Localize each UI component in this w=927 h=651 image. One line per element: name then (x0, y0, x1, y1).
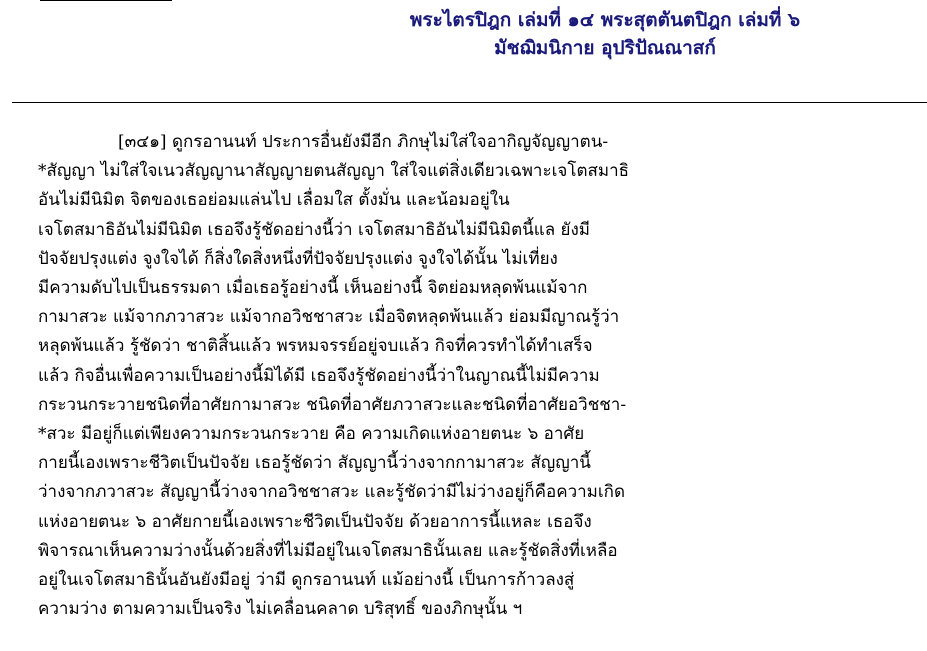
scripture-passage (38, 128, 818, 624)
passage-line: *สวะ มีอยู่ก็แต่เพียงความกระวนกระวาย คือ ความเกิดแห่งอายตนะ ๖ อาศัย (38, 424, 585, 445)
passage-line: [๓๔๑] ดูกรอานนท์ ประการอื่นยังมีอีก ภิกษุไม่ใส่ใจอากิญจัญญาตน- (118, 132, 609, 152)
header-title-line-2: มัชฌิมนิกาย อุปริปัณณาสก์ (494, 37, 716, 59)
passage-line: อันไม่มีนิมิต จิตของเธอย่อมแล่นไป เลื่อมใส ตั้งมั่น และน้อมอยู่ใน (38, 190, 510, 211)
passage-line: ความว่าง ตามความเป็นจริง ไม่เคลื่อนคลาด บริสุทธิ์ ของภิกษุนั้น ฯ (38, 599, 523, 620)
passage-line: มีความดับไปเป็นธรรมดา เมื่อเธอรู้อย่างนี้ เห็นอย่างนี้ จิตย่อมหลุดพ้นแม้จาก (38, 278, 588, 299)
page-header (300, 6, 910, 62)
passage-line: ปัจจัยปรุงแต่ง จูงใจได้ ก็สิ่งใดสิ่งหนึ่งที่ปัจจัยปรุงแต่ง จูงใจได้นั้น ไม่เที่ยง (38, 248, 558, 269)
passage-line: กามาสวะ แม้จากภวาสวะ แม้จากอวิชชาสวะ เมื่อจิตหลุดพ้นแล้ว ย่อมมีญาณรู้ว่า (38, 307, 620, 328)
passage-line: กายนี้เองเพราะชีวิตเป็นปัจจัย เธอรู้ชัดว่า สัญญานี้ว่างจากกามาสวะ สัญญานี้ (38, 453, 591, 474)
header-title-line-1: พระไตรปิฎก เล่มที่ ๑๔ พระสุตตันตปิฎก เล่มที่ ๖ (409, 9, 801, 31)
passage-line: ว่างจากภวาสวะ สัญญานี้ว่างจากอวิชชาสวะ และรู้ชัดว่ามีไม่ว่างอยู่ก็คือความเกิด (38, 482, 626, 503)
top-rule-fragment (40, 0, 172, 1)
header-divider (12, 102, 927, 103)
passage-line: หลุดพ้นแล้ว รู้ชัดว่า ชาติสิ้นแล้ว พรหมจรรย์อยู่จบแล้ว กิจที่ควรทำได้ทำเสร็จ (38, 336, 593, 357)
passage-line: อยู่ในเจโตสมาธินั้นอันยังมีอยู่ ว่ามี ดูกรอานนท์ แม้อย่างนี้ เป็นการก้าวลงสู่ (38, 570, 575, 591)
passage-line: แห่งอายตนะ ๖ อาศัยกายนี้เองเพราะชีวิตเป็นปัจจัย ด้วยอาการนี้แหละ เธอจึง (38, 511, 592, 532)
passage-line: พิจารณาเห็นความว่างนั้นด้วยสิ่งที่ไม่มีอยู่ในเจโตสมาธินั้นเลย และรู้ชัดสิ่งที่เหลือ (38, 540, 618, 561)
passage-line: แล้ว กิจอื่นเพื่อความเป็นอย่างนี้มิได้มี เธอจึงรู้ชัดอย่างนี้ว่าในญาณนี้ไม่มีความ (38, 365, 600, 386)
passage-line: เจโตสมาธิอันไม่มีนิมิต เธอจึงรู้ชัดอย่างนี้ว่า เจโตสมาธิอันไม่มีนิมิตนี้แล ยังมี (38, 219, 590, 240)
passage-line: *สัญญา ไม่ใส่ใจเนวสัญญานาสัญญายตนสัญญา ใส่ใจแต่สิ่งเดียวเฉพาะเจโตสมาธิ (38, 161, 630, 182)
passage-line: กระวนกระวายชนิดที่อาศัยกามาสวะ ชนิดที่อาศัยภวาสวะและชนิดที่อาศัยอวิชชา- (38, 394, 627, 415)
